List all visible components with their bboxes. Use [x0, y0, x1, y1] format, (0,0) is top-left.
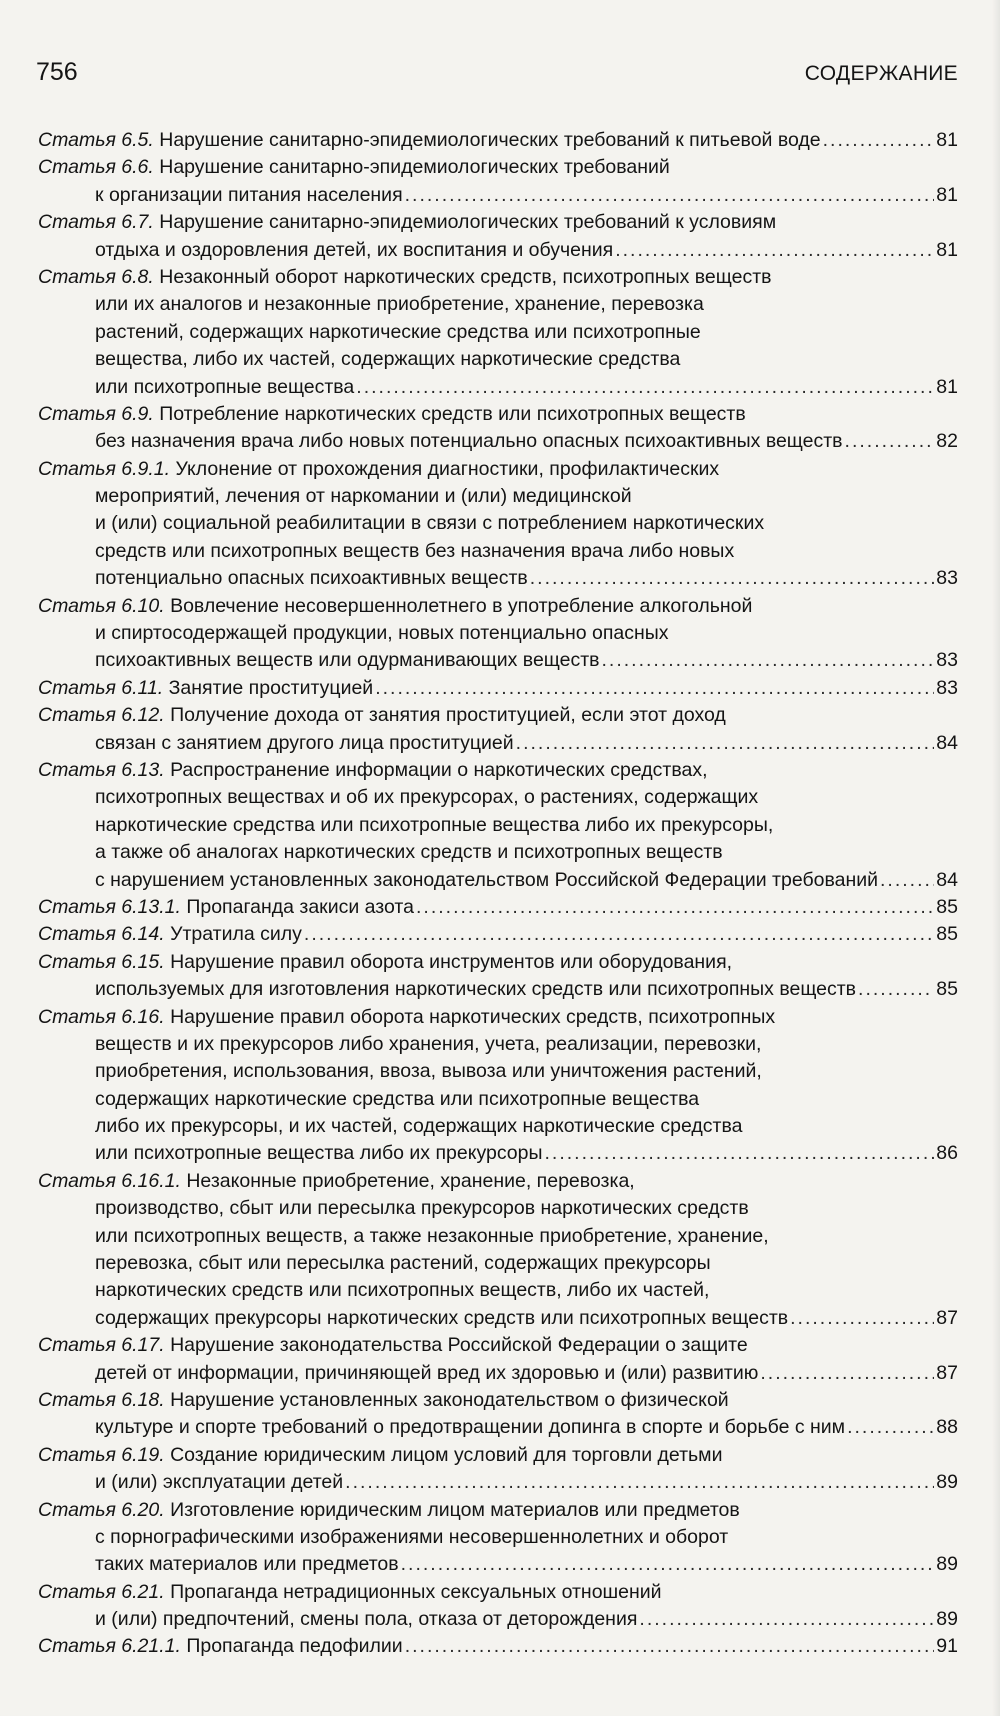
toc-entry-line [38, 894, 958, 921]
toc-entry [38, 1497, 958, 1579]
article-title-text: потенциально опасных психоактивных веществ [95, 567, 528, 590]
toc-entry-line [38, 1250, 958, 1277]
toc-entry-line [38, 1004, 958, 1031]
article-title-text: или их аналогов и незаконные приобретение, хранение, перевозка [95, 293, 704, 316]
dot-leader [880, 867, 934, 894]
toc-entry-line [38, 675, 958, 702]
toc-entry [38, 127, 958, 154]
article-title-text: Незаконные приобретение, хранение, перевозка, [186, 1169, 635, 1192]
article-title-text: психоактивных веществ или одурманивающих веществ [95, 649, 600, 672]
page-reference: 91 [936, 1635, 958, 1658]
toc-entry [38, 1332, 958, 1387]
page-reference: 86 [936, 1142, 958, 1165]
toc-entry-line [38, 1223, 958, 1250]
article-title-text: Нарушение законодательства Российской Федерации о защите [170, 1334, 748, 1357]
toc-entry-line [38, 182, 958, 209]
page-reference: 88 [936, 1416, 958, 1439]
dot-leader [345, 1469, 934, 1496]
toc-entry [38, 1387, 958, 1442]
toc-entry-line [38, 1031, 958, 1058]
dot-leader [405, 182, 934, 209]
dot-leader [516, 730, 934, 757]
toc-entry-line [38, 949, 958, 976]
article-title-text: Создание юридическим лицом условий для торговли детьми [170, 1443, 723, 1466]
article-label: Статья 6.9.1. [38, 457, 171, 480]
toc-entry-line [38, 209, 958, 236]
article-title-text: с порнографическими изображениями несовершеннолетних и оборот [95, 1525, 729, 1548]
toc-entry-line [38, 346, 958, 373]
toc-entry [38, 154, 958, 209]
article-title-text: отдыха и оздоровления детей, их воспитания и обучения [95, 238, 614, 261]
toc-entry-line [38, 264, 958, 291]
dot-leader [845, 428, 934, 455]
toc-entry-line [38, 1140, 958, 1167]
toc-entry-line [38, 1086, 958, 1113]
toc-entry-line [38, 456, 958, 483]
toc-entry-line [38, 154, 958, 181]
article-title-text: или психотропных веществ, а также незаконные приобретение, хранение, [95, 1224, 769, 1247]
scan-edge-shadow [992, 0, 1000, 1716]
article-label: Статья 6.20. [38, 1498, 165, 1521]
article-title-text: используемых для изготовления наркотических средств или психотропных веществ [95, 978, 857, 1001]
toc-entry [38, 1168, 958, 1332]
toc-entry [38, 401, 958, 456]
toc-entry [38, 1633, 958, 1660]
page-reference: 89 [936, 1608, 958, 1631]
toc-entry-line [38, 1387, 958, 1414]
article-label: Статья 6.9. [38, 402, 154, 425]
toc-entry [38, 456, 958, 593]
dot-leader [401, 1551, 934, 1578]
dot-leader [615, 237, 934, 264]
article-title-text: мероприятий, лечения от наркомании и (или) медицинской [95, 485, 632, 508]
toc-entry-line [38, 1414, 958, 1441]
dot-leader [304, 921, 934, 948]
toc-entry-line [38, 812, 958, 839]
toc-entry-line [38, 538, 958, 565]
dot-leader [405, 1633, 934, 1660]
toc-entry-line [38, 1497, 958, 1524]
toc-entry-line [38, 565, 958, 592]
toc-entry-line [38, 647, 958, 674]
toc-entry [38, 209, 958, 264]
toc-entry [38, 1579, 958, 1634]
article-title-text: содержащих прекурсоры наркотических средств или психотропных веществ [95, 1306, 789, 1329]
article-title-text: с нарушением установленных законодательством Российской Федерации требований [95, 868, 878, 891]
dot-leader [530, 565, 934, 592]
article-title-text: Нарушение санитарно-эпидемиологических требований к условиям [159, 211, 777, 234]
toc-entry [38, 593, 958, 675]
article-title-text: Потребление наркотических средств или психотропных веществ [159, 402, 746, 425]
toc-entry-line [38, 757, 958, 784]
toc-entry-line [38, 319, 958, 346]
article-title-text: перевозка, сбыт или пересылка растений, содержащих прекурсоры [95, 1252, 711, 1275]
page-reference: 84 [936, 731, 958, 754]
toc-entry-line [38, 976, 958, 1003]
article-title-text: и спиртосодержащей продукции, новых потенциально опасных [95, 622, 669, 645]
toc-entry-line [38, 1469, 958, 1496]
article-label: Статья 6.7. [38, 211, 154, 234]
page-reference: 81 [936, 183, 958, 206]
toc-entry-line [38, 401, 958, 428]
article-title-text: содержащих наркотические средства или психотропные вещества [95, 1087, 700, 1110]
article-label: Статья 6.14. [38, 923, 165, 946]
article-title-text: Утратила силу [170, 923, 302, 946]
article-title-text: связан с занятием другого лица проституцией [95, 731, 514, 754]
page-reference: 81 [936, 238, 958, 261]
page-reference: 83 [936, 567, 958, 590]
article-title-text: Нарушение правил оборота инструментов или оборудования, [170, 950, 733, 973]
article-label: Статья 6.8. [38, 265, 154, 288]
toc-entry [38, 1004, 958, 1168]
article-title-text: Пропаганда педофилии [186, 1635, 403, 1658]
dot-leader [602, 647, 935, 674]
toc-entry-line [38, 1633, 958, 1660]
article-title-text: либо их прекурсоры, и их частей, содержащих наркотические средства [95, 1115, 743, 1138]
toc-entry-line [38, 784, 958, 811]
page-reference: 85 [936, 978, 958, 1001]
page-reference: 81 [936, 375, 958, 398]
article-title-text: Пропаганда закиси азота [186, 895, 414, 918]
article-title-text: веществ и их прекурсоров либо хранения, учета, реализации, перевозки, [95, 1032, 762, 1055]
toc-entry-line [38, 1113, 958, 1140]
toc-entry-line [38, 839, 958, 866]
toc-entry-line [38, 730, 958, 757]
toc-entry-line [38, 702, 958, 729]
toc-entry-line [38, 374, 958, 401]
article-label: Статья 6.18. [38, 1388, 165, 1411]
article-title-text: или психотропные вещества [95, 375, 355, 398]
toc-entry-line [38, 127, 958, 154]
page-reference: 82 [936, 430, 958, 453]
toc-entry-line [38, 1168, 958, 1195]
toc-entry-line [38, 1360, 958, 1387]
page-reference: 85 [936, 895, 958, 918]
article-title-text: Незаконный оборот наркотических средств, психотропных веществ [159, 265, 772, 288]
dot-leader [639, 1606, 934, 1633]
toc-entry-line [38, 1579, 958, 1606]
article-title-text: Распространение информации о наркотических средствах, [170, 758, 708, 781]
article-title-text: Нарушение правил оборота наркотических средств, психотропных [170, 1005, 776, 1028]
article-label: Статья 6.13.1. [38, 895, 181, 918]
toc-entry-line [38, 1195, 958, 1222]
article-label: Статья 6.19. [38, 1443, 165, 1466]
page-reference: 84 [936, 868, 958, 891]
toc-entry [38, 894, 958, 921]
article-title-text: средств или психотропных веществ без назначения врача либо новых [95, 539, 735, 562]
dot-leader [545, 1140, 934, 1167]
toc-entry-line [38, 1277, 958, 1304]
article-label: Статья 6.5. [38, 129, 154, 151]
article-label: Статья 6.10. [38, 594, 165, 617]
toc-entry [38, 921, 958, 948]
article-label: Статья 6.16.1. [38, 1169, 181, 1192]
article-label: Статья 6.21.1. [38, 1635, 181, 1658]
toc-entry-line [38, 510, 958, 537]
dot-leader [823, 127, 934, 154]
article-label: Статья 6.13. [38, 758, 165, 781]
article-title-text: Получение дохода от занятия проституцией, если этот доход [170, 704, 726, 727]
article-label: Статья 6.16. [38, 1005, 165, 1028]
article-title-text: культуре и спорте требований о предотвращении допинга в спорте и борьбе с ним [95, 1416, 846, 1439]
page-reference: 87 [936, 1361, 958, 1384]
dot-leader [847, 1414, 934, 1441]
article-title-text: Пропаганда нетрадиционных сексуальных отношений [170, 1580, 662, 1603]
dot-leader [356, 374, 934, 401]
toc-entry-line [38, 1524, 958, 1551]
article-label: Статья 6.21. [38, 1580, 165, 1603]
toc-entry-line [38, 1551, 958, 1578]
toc-entry [38, 757, 958, 894]
article-label: Статья 6.17. [38, 1334, 165, 1357]
table-of-contents [38, 127, 958, 1661]
article-title-text: таких материалов или предметов [95, 1553, 399, 1576]
article-label: Статья 6.12. [38, 704, 165, 727]
article-title-text: растений, содержащих наркотические средства или психотропные [95, 320, 701, 343]
toc-entry-line [38, 1305, 958, 1332]
dot-leader [375, 675, 934, 702]
article-title-text: и (или) предпочтений, смены пола, отказа от деторождения [95, 1608, 638, 1631]
page-reference: 81 [936, 129, 958, 151]
toc-entry [38, 264, 958, 401]
article-title-text: без назначения врача либо новых потенциально опасных психоактивных веществ [95, 430, 843, 453]
page-reference: 89 [936, 1553, 958, 1576]
toc-entry-line [38, 1058, 958, 1085]
toc-entry-line [38, 921, 958, 948]
toc-entry [38, 949, 958, 1004]
article-title-text: Занятие проституцией [168, 676, 374, 699]
article-label: Статья 6.6. [38, 156, 154, 179]
article-title-text: или психотропные вещества либо их прекурсоры [95, 1142, 543, 1165]
page-number: 756 [36, 58, 78, 86]
article-title-text: Нарушение установленных законодательством о физической [170, 1388, 729, 1411]
page-reference: 85 [936, 923, 958, 946]
article-title-text: Вовлечение несовершеннолетнего в употребление алкогольной [170, 594, 753, 617]
article-title-text: к организации питания населения [95, 183, 403, 206]
page-header [36, 58, 958, 87]
article-title-text: производство, сбыт или пересылка прекурсоров наркотических средств [95, 1197, 749, 1220]
article-label: Статья 6.11. [38, 676, 164, 699]
dot-leader [858, 976, 934, 1003]
article-title-text: приобретения, использования, ввоза, вывоза или уничтожения растений, [95, 1060, 762, 1083]
article-title-text: Изготовление юридическим лицом материалов или предметов [170, 1498, 740, 1521]
page-reference: 87 [936, 1306, 958, 1329]
page-reference: 83 [936, 676, 958, 699]
toc-entry-line [38, 483, 958, 510]
toc-entry-line [38, 593, 958, 620]
toc-entry-line [38, 428, 958, 455]
article-title-text: вещества, либо их частей, содержащих наркотические средства [95, 348, 681, 371]
article-title-text: а также об аналогах наркотических средств и психотропных веществ [95, 841, 723, 864]
article-title-text: Нарушение санитарно-эпидемиологических требований [159, 156, 670, 179]
toc-entry-line [38, 1332, 958, 1359]
dot-leader [416, 894, 934, 921]
page-reference: 89 [936, 1471, 958, 1494]
article-title-text: психотропных веществах и об их прекурсорах, о растениях, содержащих [95, 786, 759, 809]
article-title-text: наркотические средства или психотропные вещества либо их прекурсоры, [95, 813, 774, 836]
toc-entry [38, 675, 958, 702]
article-title-text: детей от информации, причиняющей вред их здоровью и (или) развитию [95, 1361, 759, 1384]
toc-entry-line [38, 237, 958, 264]
article-title-text: Уклонение от прохождения диагностики, профилактических [175, 457, 720, 480]
toc-entry [38, 1442, 958, 1497]
article-title-text: Нарушение санитарно-эпидемиологических требований к питьевой воде [159, 129, 821, 151]
toc-entry-line [38, 1606, 958, 1633]
toc-entry-line [38, 620, 958, 647]
toc-entry [38, 702, 958, 757]
toc-entry-line [38, 291, 958, 318]
article-title-text: наркотических средств или психотропных веществ, либо их частей, [95, 1279, 710, 1302]
toc-entry-line [38, 1442, 958, 1469]
toc-entry-line [38, 867, 958, 894]
article-title-text: и (или) эксплуатации детей [95, 1471, 344, 1494]
dot-leader [760, 1360, 934, 1387]
running-head: СОДЕРЖАНИЕ [804, 62, 958, 85]
page-reference: 83 [936, 649, 958, 672]
dot-leader [790, 1305, 934, 1332]
article-label: Статья 6.15. [38, 950, 165, 973]
article-title-text: и (или) социальной реабилитации в связи с потреблением наркотических [95, 512, 765, 535]
